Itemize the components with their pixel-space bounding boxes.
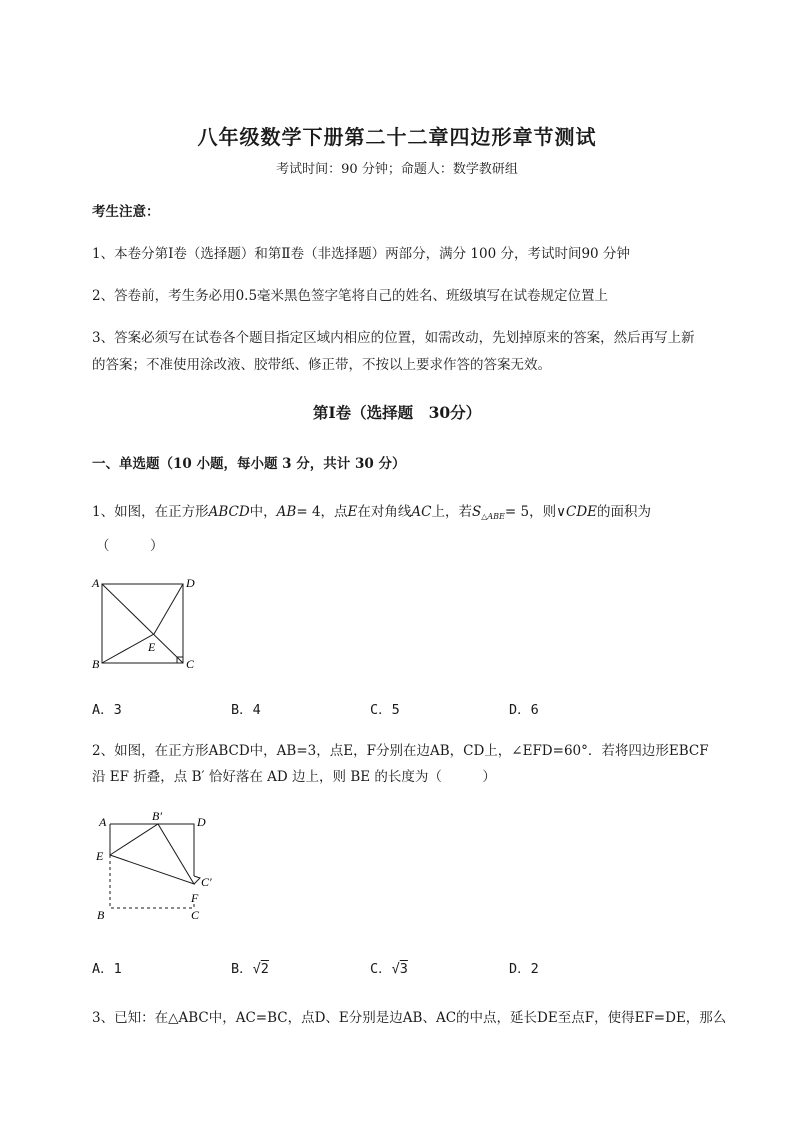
- q2-option-a[interactable]: A．1: [92, 961, 122, 977]
- notice-item-1: 1、本卷分第Ⅰ卷（选择题）和第Ⅱ卷（非选择题）两部分，满分 100 分，考试时间90 分钟: [92, 246, 630, 262]
- part-title: 一、单选题（10 小题，每小题 3 分，共计 30 分）: [92, 456, 406, 472]
- label-a: A: [92, 576, 100, 590]
- label-b: B: [97, 908, 105, 922]
- label-d: D: [186, 576, 195, 590]
- label-b-prime: B′: [152, 809, 162, 823]
- section-title: 第Ⅰ卷（选择题 30分）: [312, 403, 482, 422]
- label-e: E: [148, 640, 156, 654]
- segment-de: [154, 584, 183, 634]
- label-c: C: [191, 908, 200, 922]
- q1-option-b[interactable]: B．4: [231, 702, 261, 718]
- label-b: B: [92, 657, 100, 671]
- label-d: D: [197, 815, 206, 829]
- question-1-text: 1、如图，在正方形ABCD中，AB= 4，点E在对角线AC上，若$S_{\triangle ABE}= 5$，则∨CDE的面积为: [92, 504, 651, 521]
- label-c: C: [186, 657, 195, 671]
- folded-corner: [194, 876, 200, 884]
- sqrt-icon: √: [391, 961, 400, 977]
- q2-option-d[interactable]: D．2: [509, 961, 539, 977]
- figure-square-abcd: [88, 572, 203, 672]
- q2-option-c[interactable]: C．√3: [370, 961, 408, 977]
- label-e: E: [96, 849, 104, 863]
- label-c-prime: C′: [201, 875, 212, 889]
- figure-folded-square: [88, 806, 228, 926]
- page-title: 八年级数学下册第二十二章四边形章节测试: [197, 125, 597, 149]
- q1-option-a[interactable]: A．3: [92, 702, 122, 718]
- q2-option-b[interactable]: B．√2: [231, 961, 269, 977]
- notice-heading: 考生注意：: [92, 204, 160, 220]
- answer-blank: （ ）: [96, 538, 164, 554]
- square-top-right: [110, 824, 194, 876]
- notice-item-3-line1: 3、答案必须写在试卷各个题目指定区域内相应的位置，如需改动，先划掉原来的答案，然后再写上新: [92, 330, 695, 346]
- q1-option-d[interactable]: D．6: [509, 702, 539, 718]
- question-2-line2: 沿 EF 折叠，点 B′ 恰好落在 AD 边上，则 BE 的长度为（ ）: [92, 769, 496, 785]
- sqrt-icon: √: [252, 961, 261, 977]
- segment-be: [102, 634, 154, 663]
- label-a: A: [99, 815, 107, 829]
- diagonal-ac: [102, 584, 183, 663]
- question-2-line1: 2、如图，在正方形ABCD中，AB=3，点E，F分别在边AB，CD上，∠EFD=60°．若将四边形EBCF: [92, 743, 709, 759]
- question-3-line1: 3、已知：在△ABC中，AC=BC，点D、E分别是边AB、AC的中点，延长DE至点F，使得EF=DE，那么: [92, 1010, 727, 1026]
- label-f: F: [191, 891, 199, 905]
- exam-info: 考试时间：90 分钟；命题人：数学教研组: [276, 162, 518, 177]
- notice-item-3-line2: 的答案；不准使用涂改液、胶带纸、修正带，不按以上要求作答的答案无效。: [92, 357, 551, 373]
- q1-option-c[interactable]: C．5: [370, 702, 400, 718]
- notice-item-2: 2、答卷前，考生务必用0.5毫米黑色签字笔将自己的姓名、班级填写在试卷规定位置上: [92, 288, 609, 304]
- folded-triangle: [110, 824, 194, 884]
